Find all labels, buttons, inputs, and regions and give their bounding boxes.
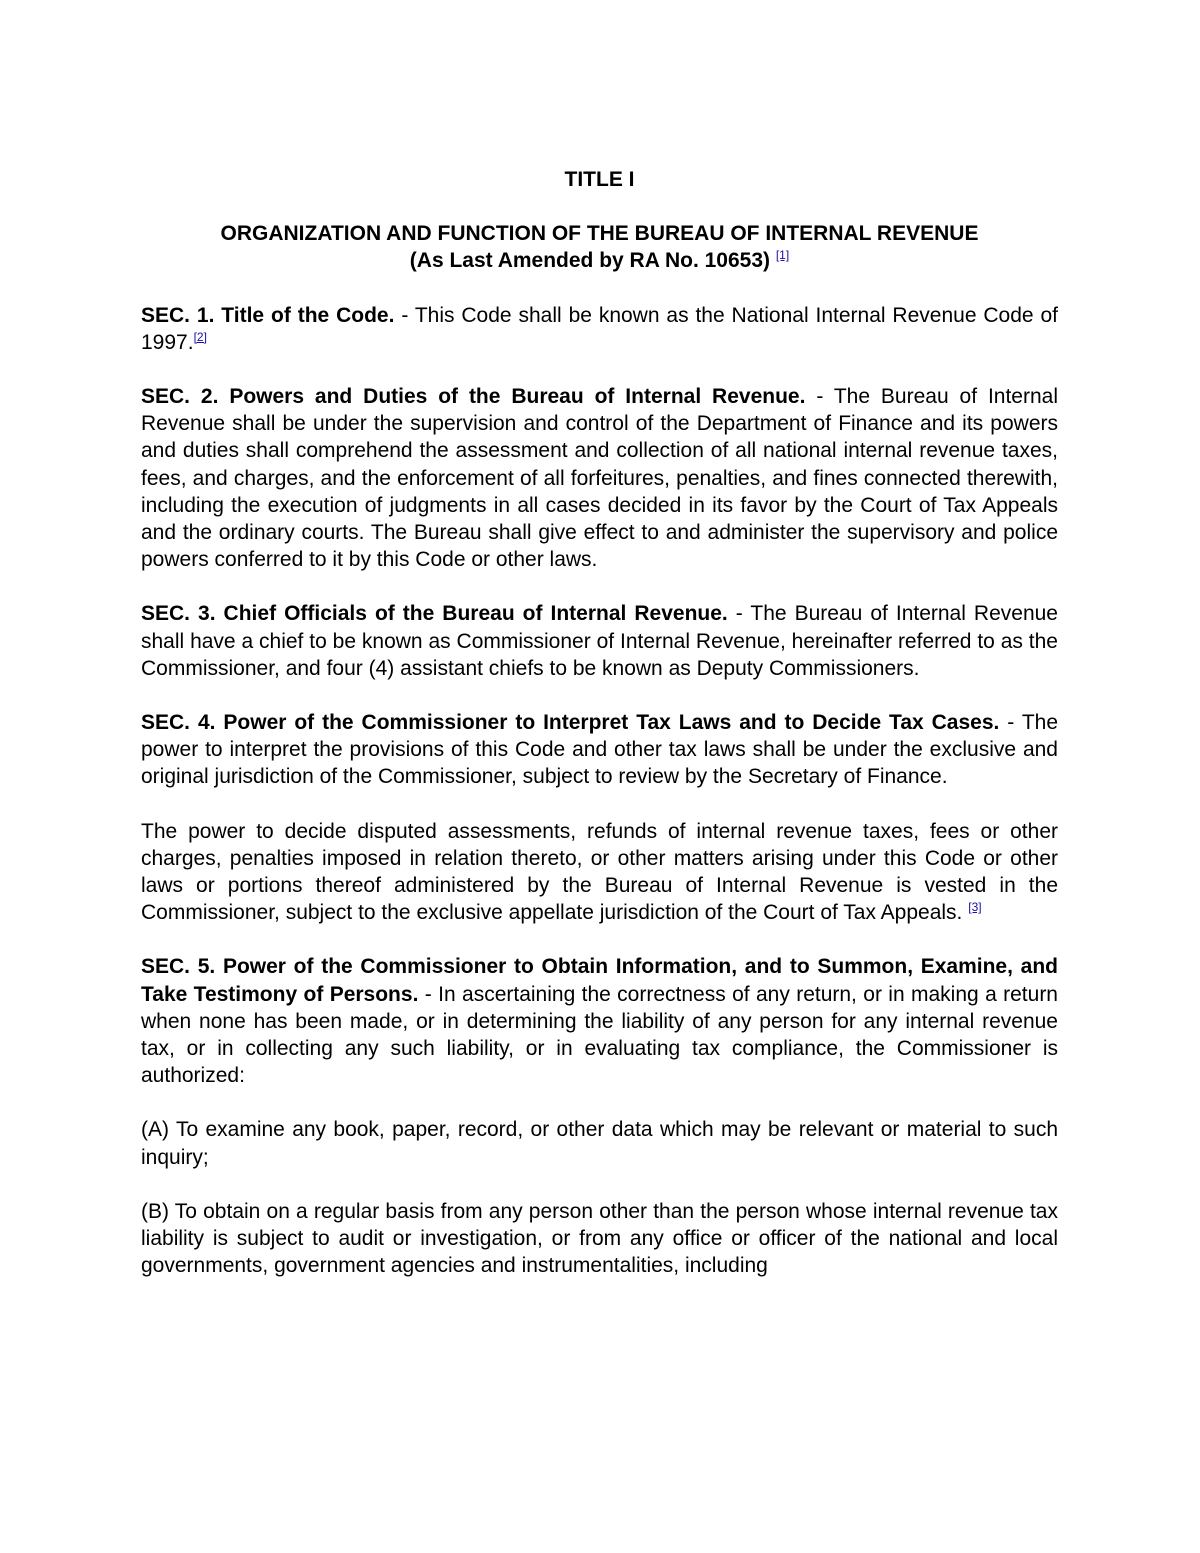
section-5-heading: SEC. 5. Power of the Commissioner to Obtain Information, and to Summon, Examine, and Take Testimony of Persons. [141,955,1058,1006]
section-1-heading: SEC. 1. Title of the Code. [141,303,395,327]
section-3-text: - The Bureau of Internal Revenue shall have a chief to be known as Commissioner of Internal Revenue, hereinafter referred to as the Commissioner, and four (4) assistant chiefs to be known as Deputy Commissioners. [141,602,1058,680]
section-4 [141,709,1058,791]
section-5 [141,953,1058,1089]
section-3 [141,600,1058,682]
section-4-paragraph-2 [141,818,1058,927]
section-2-heading: SEC. 2. Powers and Duties of the Bureau of Internal Revenue. [141,385,806,409]
section-5-item-a: (A) To examine any book, paper, record, or other data which may be relevant or material to such inquiry; [141,1118,1058,1169]
document-title: TITLE I [564,168,635,191]
section-2-text: - The Bureau of Internal Revenue shall be under the supervision and control of the Department of Finance and its powers and duties shall comprehend the assessment and collection of all national internal revenue taxes, fees, and charges, and the enforcement of all forfeitures, penalties, and fines connected therewith, including the execution of judgments in all cases decided in its favor by the Court of Tax Appeals and the ordinary courts. The Bureau shall give effect to and administer the supervisory and police powers conferred to it by this Code or other laws. [141,385,1058,572]
document-heading: ORGANIZATION AND FUNCTION OF THE BUREAU OF INTERNAL REVENUE [220,222,979,246]
footnote-3 [968,900,981,914]
footnote-2 [194,330,207,344]
section-1-text: - This Code shall be known as the National Internal Revenue Code of 1997. [141,303,1058,354]
section-5-item-b: (B) To obtain on a regular basis from any person other than the person whose internal revenue tax liability is subject to audit or investigation, or from any office or officer of the national and local governments, government agencies and instrumentalities, including [141,1199,1058,1278]
footnote-1-link[interactable]: [1] [775,248,790,263]
footnote-3-link[interactable]: [3] [968,900,982,915]
section-2 [141,383,1058,573]
section-5-text: - In ascertaining the correctness of any return, or in making a return when none has been made, or in determining the liability of any person for any internal revenue tax, or in collecting any such liability, or in evaluating tax compliance, the Commissioner is authorized: [141,982,1058,1088]
section-4-text: - The power to interpret the provisions of this Code and other tax laws shall be under the exclusive and original jurisdiction of the Commissioner, subject to review by the Secretary of Finance. [141,711,1059,789]
footnote-2-link[interactable]: [2] [193,329,207,344]
section-4-paragraph-2-text: The power to decide disputed assessments, refunds of internal revenue taxes, fees or other charges, penalties imposed in relation thereto, or other matters arising under this Code or other laws or portions thereof administered by the Bureau of Internal Revenue is vested in the Commissioner, subject to the exclusive appellate jurisdiction of the Court of Tax Appeals. [141,819,1058,925]
section-1 [141,302,1058,356]
footnote-1 [776,248,789,262]
amendment-text: (As Last Amended by RA No. 10653) [409,249,770,273]
section-3-heading: SEC. 3. Chief Officials of the Bureau of Internal Revenue. [141,602,728,626]
section-4-heading: SEC. 4. Power of the Commissioner to Interpret Tax Laws and to Decide Tax Cases. [141,711,1000,735]
amendment-line [141,247,1058,274]
document-page [141,166,1058,1280]
